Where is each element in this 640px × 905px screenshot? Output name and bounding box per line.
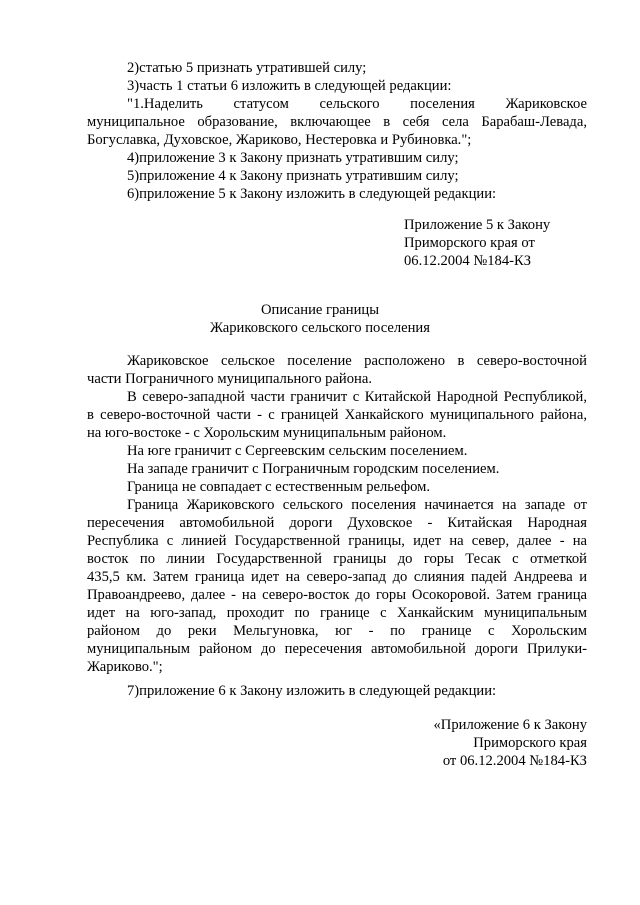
description-p6-line-5: 435,5 км. Затем граница идет на северо-запад до слияния падей Андреева и [87, 569, 587, 585]
description-p6-line-7: идет на юго-запад, проходит по границе с Ханкайским муниципальным [87, 605, 587, 621]
boundary-title-line-2: Жариковского сельского поселения [210, 320, 430, 336]
appendix-6-header-line-1: «Приложение 6 к Закону [433, 717, 587, 733]
amendment-item-6: 6)приложение 5 к Закону изложить в следующей редакции: [127, 186, 497, 202]
amendment-item-5: 5)приложение 4 к Закону признать утратившим силу; [127, 168, 459, 184]
description-p5: Граница не совпадает с естественным рельефом. [127, 479, 430, 495]
appendix-5-header-line-1: Приложение 5 к Закону [404, 217, 551, 233]
amendment-item-3-quote-line-2: муниципальное образование, включающее в себя села Барабаш-Левада, [87, 114, 587, 130]
appendix-5-header-line-3: 06.12.2004 №184-КЗ [404, 253, 532, 269]
amendment-item-3-quote-line-1: "1.Наделить статусом сельского поселения Жариковское [127, 96, 587, 112]
description-p6-line-6: Правоандреево, далее - на северо-восток до горы Осокоровой. Затем граница [87, 587, 587, 603]
description-p6-line-8: районом до реки Мельгуновка, юг - по границе с Хорольским [87, 623, 587, 639]
amendment-item-2: 2)статью 5 признать утратившей силу; [127, 60, 367, 76]
description-p6-line-10: Жариково."; [87, 659, 163, 675]
description-p1-line-2: части Пограничного муниципального района. [87, 371, 372, 387]
appendix-5-header-line-2: Приморского края от [404, 235, 535, 251]
boundary-title-line-1: Описание границы [260, 302, 380, 318]
amendment-item-3-quote-line-3: Богуславка, Духовское, Жариково, Нестеровка и Рубиновка."; [87, 132, 472, 148]
appendix-6-header-line-2: Приморского края [473, 735, 587, 751]
description-p3: На юге граничит с Сергеевским сельским поселением. [127, 443, 468, 459]
amendment-item-7: 7)приложение 6 к Закону изложить в следующей редакции: [127, 683, 497, 699]
description-p6-line-2: пересечения автомобильной дороги Духовское - Китайская Народная [87, 515, 587, 531]
description-p4: На западе граничит с Пограничным городским поселением. [127, 461, 500, 477]
description-p2-line-2: в северо-восточной части - с границей Ханкайского муниципального района, [87, 407, 587, 423]
description-p1-line-1: Жариковское сельское поселение расположено в северо-восточной [127, 353, 587, 369]
appendix-6-header-line-3: от 06.12.2004 №184-КЗ [442, 753, 587, 769]
description-p6-line-1: Граница Жариковского сельского поселения начинается на западе от [127, 497, 587, 513]
description-p6-line-4: восток по линии Государственной границы до горы Тесак с отметкой [87, 551, 587, 567]
description-p2-line-3: на юго-востоке - с Хорольским муниципальным районом. [87, 425, 447, 441]
amendment-item-4: 4)приложение 3 к Закону признать утратившим силу; [127, 150, 459, 166]
description-p6-line-3: Республика с линией Государственной границы, идет на север, далее - на [87, 533, 587, 549]
description-p6-line-9: муниципальным районом до пересечения автомобильной дороги Прилуки- [87, 641, 587, 657]
amendment-item-3: 3)часть 1 статьи 6 изложить в следующей редакции: [127, 78, 452, 94]
description-p2-line-1: В северо-западной части граничит с Китайской Народной Республикой, [127, 389, 587, 405]
